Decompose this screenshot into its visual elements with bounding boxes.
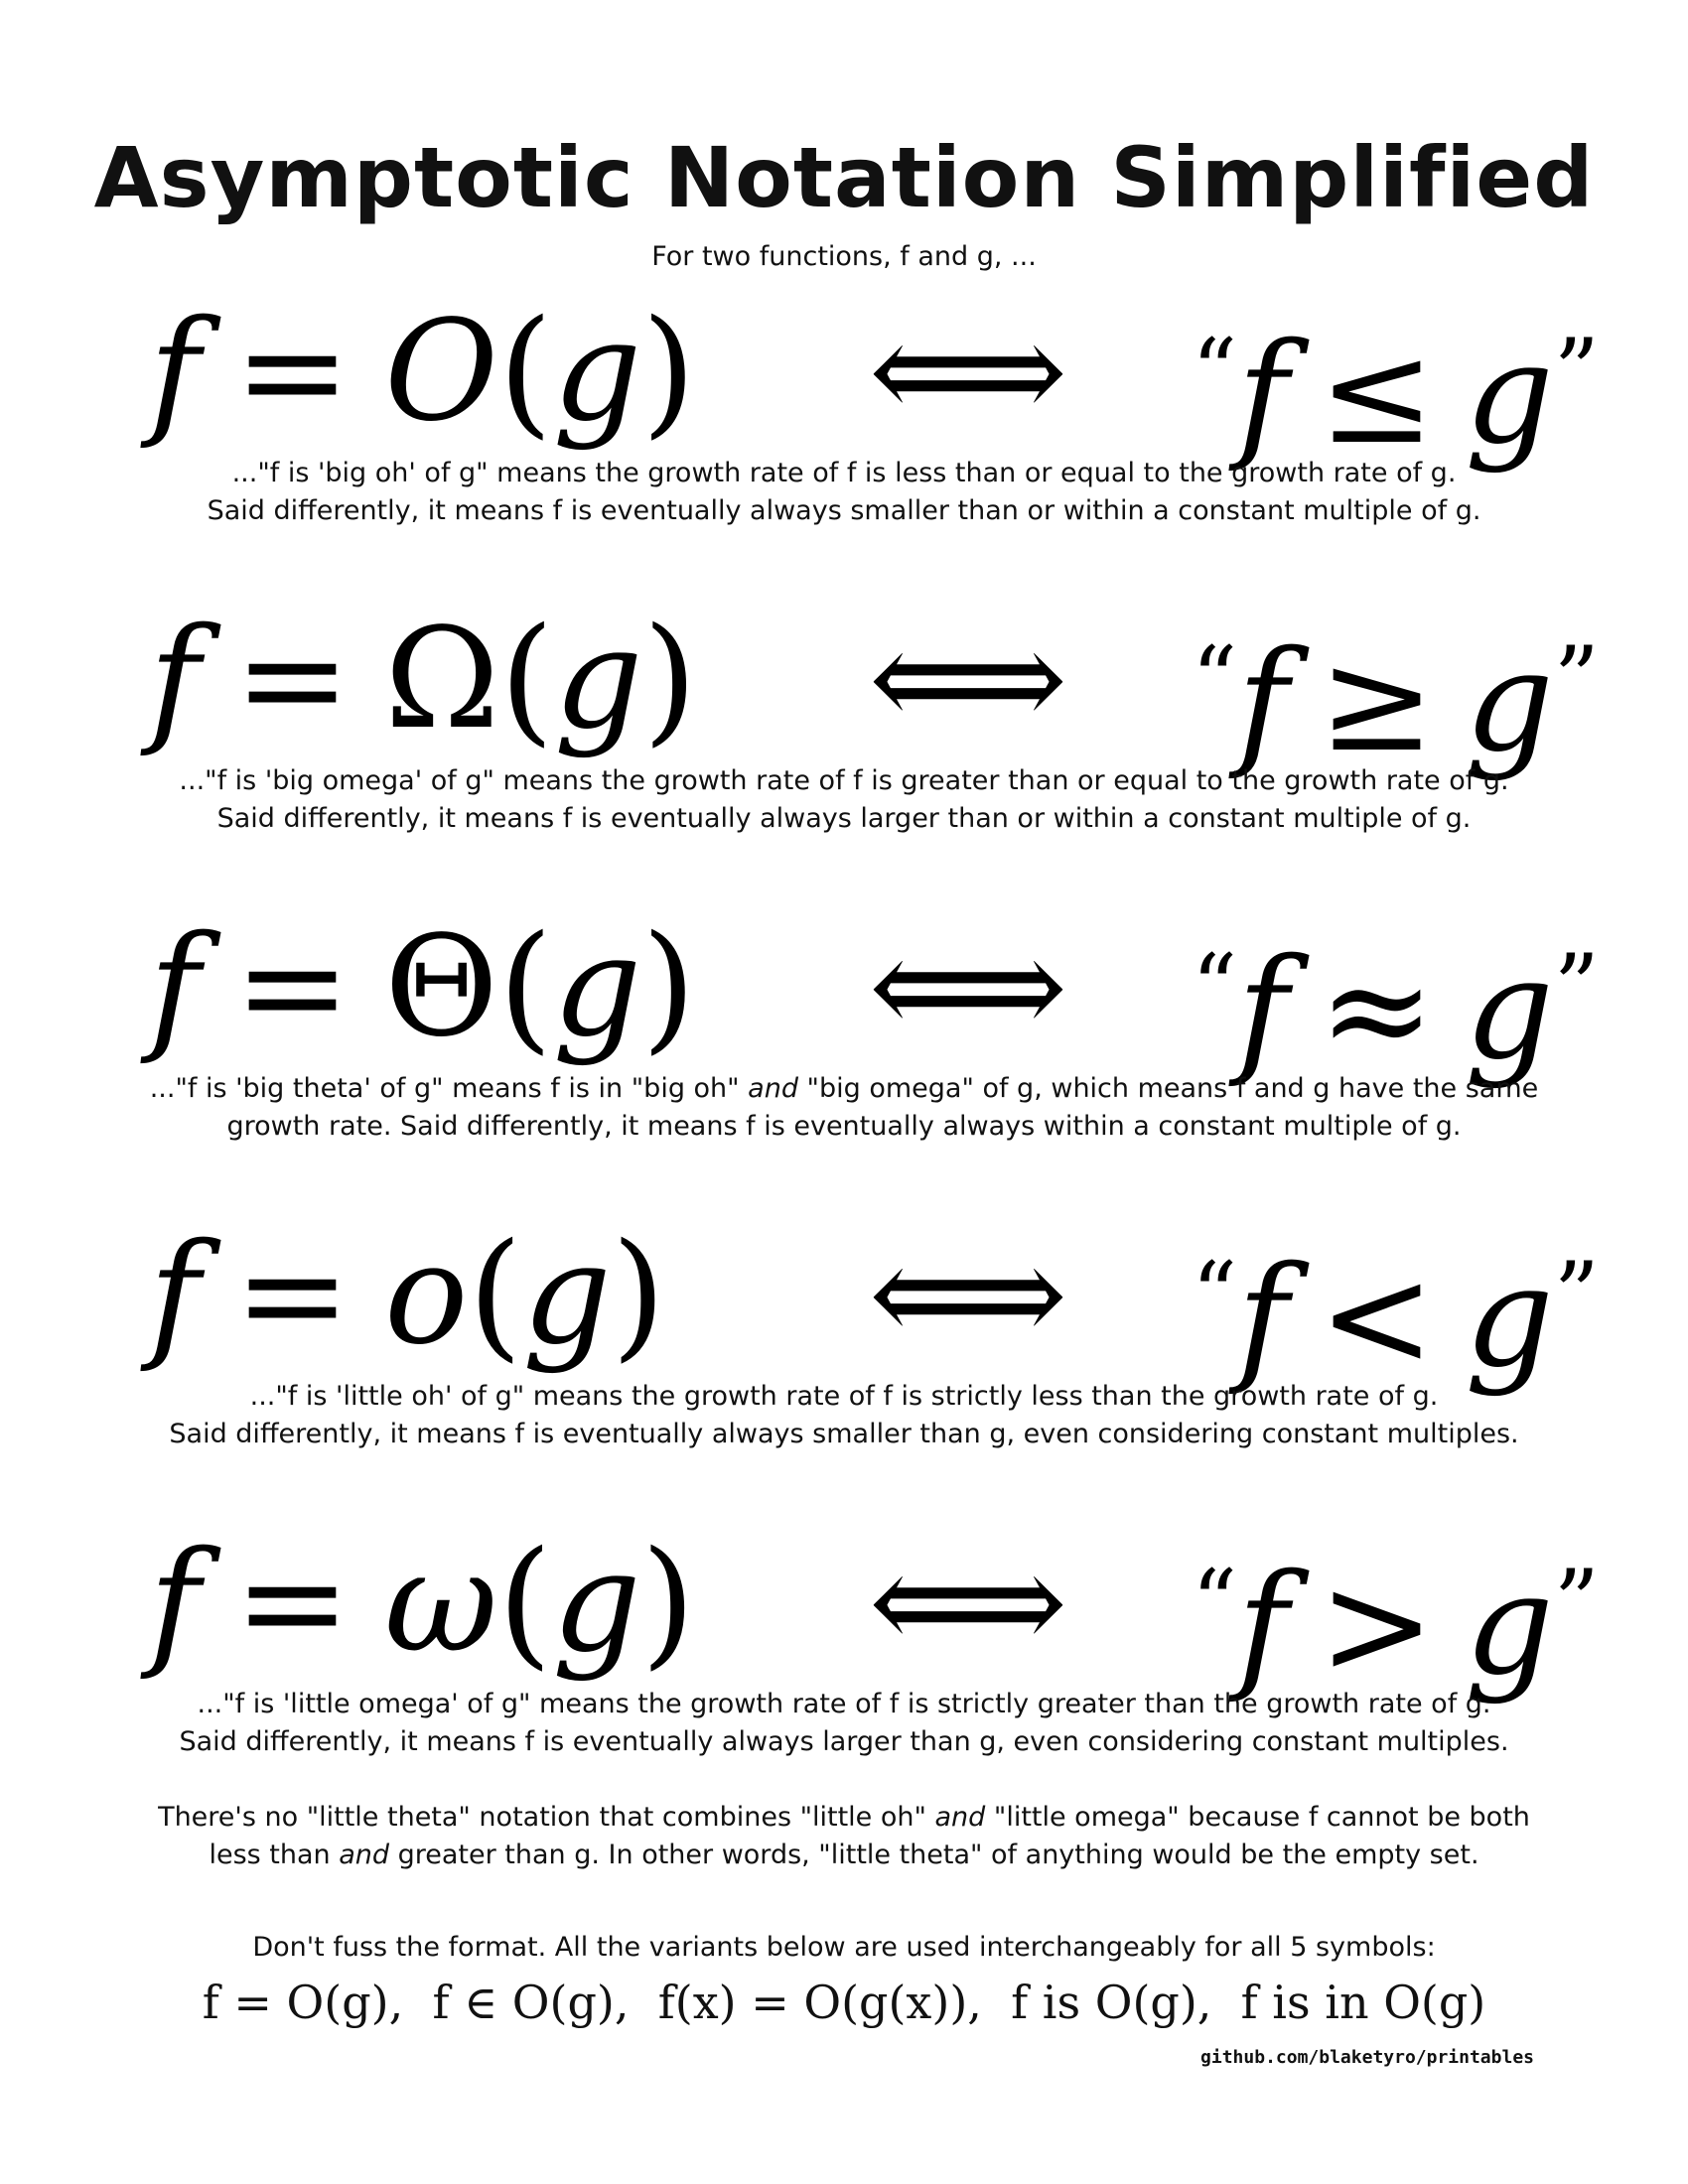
close-quote: ” <box>1553 935 1600 1039</box>
description-line: Said differently, it means f is eventually always larger than g, even considering constant multiples. <box>179 1726 1509 1757</box>
equals-sign: = <box>233 1522 352 1684</box>
open-quote: “ <box>1192 1243 1238 1347</box>
variant-item: f is in O(g) <box>1240 1976 1486 2029</box>
open-quote: “ <box>1192 320 1238 424</box>
f-variable: f <box>149 291 201 453</box>
variant-item: f ∈ O(g), <box>432 1976 630 2029</box>
paren-open: ( <box>468 1214 523 1376</box>
emphasis-and: and <box>339 1840 390 1870</box>
note-text: There's no "little theta" notation that combines "little oh" <box>158 1802 935 1833</box>
page-title: Asymptotic Notation Simplified <box>93 129 1595 226</box>
variant-item: f = O(g), <box>202 1976 404 2029</box>
little-oh-symbol: o <box>384 1214 469 1376</box>
close-quote: ” <box>1553 1551 1600 1655</box>
iff-arrow: ⟺ <box>868 1214 1068 1376</box>
f-variable: f <box>149 599 201 760</box>
formula-lhs <box>149 1214 666 1376</box>
equals-sign: = <box>233 1214 352 1376</box>
description-line: Said differently, it means f is eventually always larger than or within a constant multiple of g. <box>216 803 1472 834</box>
note-text: greater than g. In other words, "little theta" of anything would be the empty set. <box>389 1840 1479 1870</box>
iff-arrow: ⟺ <box>868 906 1068 1068</box>
description-line: Said differently, it means f is eventually always smaller than or within a constant multiple of g. <box>207 495 1481 526</box>
iff-arrow: ⟺ <box>868 291 1068 453</box>
relation-symbol: ≥ <box>1318 621 1436 783</box>
close-quote: ” <box>1553 1243 1600 1347</box>
paren-open: ( <box>499 599 554 760</box>
g-variable: g <box>1465 1545 1554 1706</box>
emphasis-and: and <box>934 1802 986 1833</box>
paren-close: ) <box>641 291 696 453</box>
formula-lhs <box>149 291 696 453</box>
relation-symbol: ≈ <box>1318 929 1436 1091</box>
g-variable: g <box>552 906 642 1068</box>
note-line <box>0 1799 1688 1837</box>
paren-close: ) <box>641 906 696 1068</box>
relation-symbol: ≤ <box>1318 314 1436 476</box>
little-omega-symbol: ω <box>384 1522 498 1684</box>
relation-symbol: > <box>1318 1545 1436 1706</box>
formula-rhs <box>1192 606 1600 783</box>
f-variable: f <box>149 906 201 1068</box>
paren-close: ) <box>642 599 698 760</box>
emphasis-and: and <box>748 1073 798 1104</box>
description-line: Said differently, it means f is eventually always smaller than g, even considering constant multiples. <box>169 1419 1519 1449</box>
paren-open: ( <box>497 1522 552 1684</box>
formula-lhs <box>149 906 696 1068</box>
formula-lhs <box>149 1522 696 1684</box>
f-variable: f <box>1237 1545 1289 1706</box>
open-quote: “ <box>1192 935 1238 1039</box>
formula-rhs <box>1192 1529 1600 1706</box>
description-little-omega <box>0 1686 1688 1761</box>
note-text: "little omega" because f cannot be both <box>985 1802 1530 1833</box>
description-big-oh <box>0 455 1688 530</box>
intro-text: For two functions, f and g, ... <box>651 241 1037 272</box>
formula-rhs <box>1192 1221 1600 1399</box>
close-quote: ” <box>1553 320 1600 424</box>
description-big-omega <box>0 762 1688 838</box>
equals-sign: = <box>233 291 352 453</box>
formula-rhs <box>1192 913 1600 1091</box>
open-quote: “ <box>1192 1551 1238 1655</box>
description-line: ..."f is 'big omega' of g" means the growth rate of f is greater than or equal to the growth rate of g. <box>179 765 1509 796</box>
description-line: growth rate. Said differently, it means f is eventually always within a constant multiple of g. <box>226 1111 1462 1142</box>
paren-close: ) <box>640 1522 696 1684</box>
description-little-oh <box>0 1378 1688 1453</box>
equals-sign: = <box>233 906 352 1068</box>
big-omega-symbol: Ω <box>384 599 500 760</box>
open-quote: “ <box>1192 627 1238 732</box>
notation-variants <box>0 1976 1688 2029</box>
g-variable: g <box>1465 1237 1554 1399</box>
formula-lhs <box>149 599 698 760</box>
iff-arrow: ⟺ <box>868 599 1068 760</box>
g-variable: g <box>553 599 643 760</box>
paren-close: ) <box>611 1214 666 1376</box>
footer-link[interactable]: github.com/blaketyro/printables <box>1200 2047 1534 2068</box>
f-variable: f <box>1237 929 1289 1091</box>
note-line <box>0 1837 1688 1874</box>
g-variable: g <box>1465 929 1554 1091</box>
g-variable: g <box>1465 621 1554 783</box>
description-text: ..."f is 'big theta' of g" means f is in "big oh" <box>149 1073 749 1104</box>
description-text: "big omega" of g, which means f and g have the same <box>797 1073 1539 1104</box>
g-variable: g <box>552 291 642 453</box>
g-variable: g <box>522 1214 612 1376</box>
variant-item: f is O(g), <box>1011 1976 1212 2029</box>
iff-arrow: ⟺ <box>868 1522 1068 1684</box>
big-theta-symbol: Θ <box>384 906 498 1068</box>
paren-open: ( <box>497 906 553 1068</box>
description-line <box>0 1070 1688 1108</box>
formula-rhs <box>1192 298 1600 476</box>
variant-item: f(x) = O(g(x)), <box>657 1976 982 2029</box>
little-theta-note <box>0 1799 1688 1874</box>
f-variable: f <box>1237 1237 1289 1399</box>
description-big-theta <box>0 1070 1688 1146</box>
g-variable: g <box>1465 314 1554 476</box>
equals-sign: = <box>233 599 352 760</box>
description-line: ..."f is 'big oh' of g" means the growth rate of f is less than or equal to the growth rate of g. <box>231 458 1457 488</box>
relation-symbol: < <box>1318 1237 1436 1399</box>
variants-intro: Don't fuss the format. All the variants below are used interchangeably for all 5 symbols: <box>252 1932 1436 1963</box>
note-text: less than <box>209 1840 340 1870</box>
f-variable: f <box>149 1522 201 1684</box>
f-variable: f <box>1237 621 1289 783</box>
big-oh-symbol: O <box>384 291 498 453</box>
g-variable: g <box>551 1522 641 1684</box>
f-variable: f <box>1237 314 1289 476</box>
description-line: ..."f is 'little omega' of g" means the growth rate of f is strictly greater than the growth rate of g. <box>197 1689 1491 1719</box>
f-variable: f <box>149 1214 201 1376</box>
description-line: ..."f is 'little oh' of g" means the growth rate of f is strictly less than the growth rate of g. <box>249 1381 1439 1412</box>
close-quote: ” <box>1553 627 1600 732</box>
paren-open: ( <box>497 291 553 453</box>
